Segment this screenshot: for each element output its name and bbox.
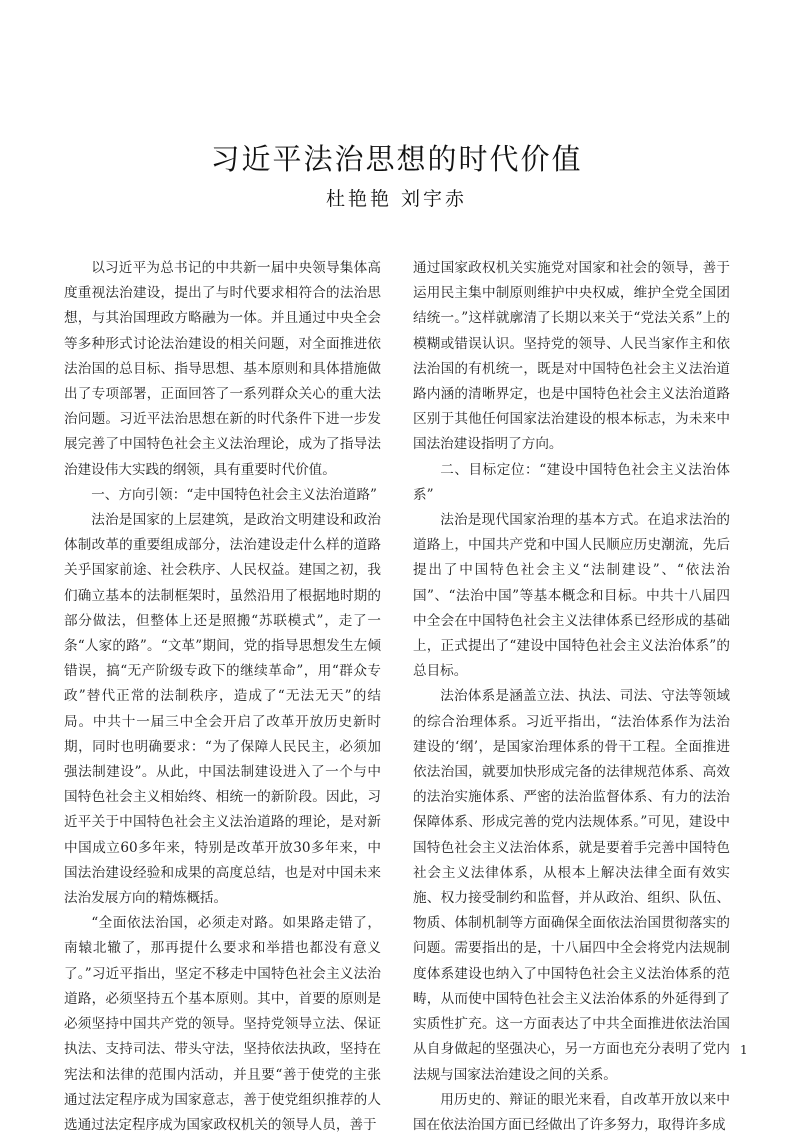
paragraph: 以习近平为总书记的中共新一届中央领导集体高度重视法治建设，提出了与时代要求相符合的法治思想，与其治国理政方略融为一体。并且通过中央全会等多种形式讨论法治建设的相关问题，对全面推进依法治国的总目标、指导思想、基本原则和具体措施做出了专项部署，正面回答了一系列群众关心的重大法治问题。习近平法治思想在新的时代条件下进一步发展完善了中国特色社会主义法治理论，成为了指导法治建设伟大实践的纲领，具有重要时代价值。 [64, 260, 381, 478]
paragraph: 法治是国家的上层建筑，是政治文明建设和政治体制改革的重要组成部分，法治建设走什么样的道路关乎国家前途、社会秩序、人民权益。建国之初，我们确立基本的法制框架时，虽然沿用了根据地时期的部分做法，但整体上还是照搬“苏联模式”，走了一条“人家的路”。“文革”期间，党的指导思想发生左倾错误，搞“无产阶级专政下的继续革命”，用“群众专政”替代正常的法制秩序，造成了“无法无天”的结局。中共十一届三中全会开启了改革开放历史新时期，同时也明确要求：“为了保障人民民主，必须加强法制建设”。从此，中国法制建设进入了一个与中国特色社会主义相始终、相统一的新阶段。因此，习近平关于中国特色社会主义法治道路的理论，是对新中国成立60多年来，特别是改革开放30多年来，中国法治建设经验和成果的高度总结，也是对中国未来法治发展方向的精炼概括。 [64, 512, 381, 907]
page-number: 1 [740, 1043, 748, 1057]
paragraph: 法治体系是涵盖立法、执法、司法、守法等领域的综合治理体系。习近平指出，“法治体系作为法治建设的‘纲’，是国家治理体系的骨干工程。全面推进依法治国，就要加快形成完备的法律规范体系、高效的法治实施体系、严密的法治监督体系、有力的法治保障体系、形成完善的党内法规体系。”可见，建设中国特色社会主义法治体系，就是要着手完善中国特色社会主义法律体系，从根本上解决法律全面有效实施、权力接受制约和监督，并从政治、组织、队伍、物质、体制机制等方面确保全面依法治国贯彻落实的问题。需要指出的是，十八届四中全会将党内法规制度体系建设也纳入了中国特色社会主义法治体系的范畴，从而使中国特色社会主义法治体系的外延得到了实质性扩充。这一方面表达了中共全面推进依法治国从自身做起的坚强决心，另一方面也充分表明了党内法规与国家法治建设之间的关系。 [413, 688, 730, 1083]
article-title: 习近平法治思想的时代价值 [210, 142, 583, 176]
paragraph: 法治是现代国家治理的基本方式。在追求法治的道路上，中国共产党和中国人民顺应历史潮流，先后提出了中国特色社会主义“法制建设”、“依法治国”、“法治中国”等基本概念和目标。中共十八届四中全会在中国特色社会主义法律体系已经形成的基础上，正式提出了“建设中国特色社会主义法治体系”的总目标。 [413, 512, 730, 680]
section-heading: 二、目标定位：“建设中国特色社会主义法治体系” [413, 461, 730, 503]
right-column [413, 256, 730, 1138]
paragraph: “全面依法治国，必须走对路。如果路走错了，南辕北辙了，那再提什么要求和举措也都没有意义了。”习近平指出，坚定不移走中国特色社会主义法治道路，必须坚持五个基本原则。其中，首要的原则是必须坚持中国共产党的领导。坚持党领导立法、保证执法、支持司法、带头守法，坚持依法执政，坚持在宪法和法律的范围内活动，并且要“善于使党的主张通过法定程序成为国家意志，善于使党组织推荐的人选通过法定程序成为国家政权机关的领导人员，善于 [64, 915, 381, 1133]
left-column [64, 256, 381, 1138]
paragraph: 通过国家政权机关实施党对国家和社会的领导，善于运用民主集中制原则维护中央权威，维护全党全国团结统一。”这样就廓清了长期以来关于“党法关系”上的模糊或错误认识。坚持党的领导、人民当家作主和依法治国的有机统一，既是对中国特色社会主义法治道路内涵的清晰界定，也是中国特色社会主义法治道路区别于其他任何国家法治建设的根本标志，为未来中国法治建设指明了方向。 [413, 260, 730, 453]
paragraph: 用历史的、辩证的眼光来看，自改革开放以来中国在依法治国方面已经做出了许多努力，取得许多成 [413, 1091, 730, 1133]
section-heading: 一、方向引领：“走中国特色社会主义法治道路” [91, 486, 377, 503]
article-authors: 杜艳艳 刘宇赤 [325, 188, 468, 210]
